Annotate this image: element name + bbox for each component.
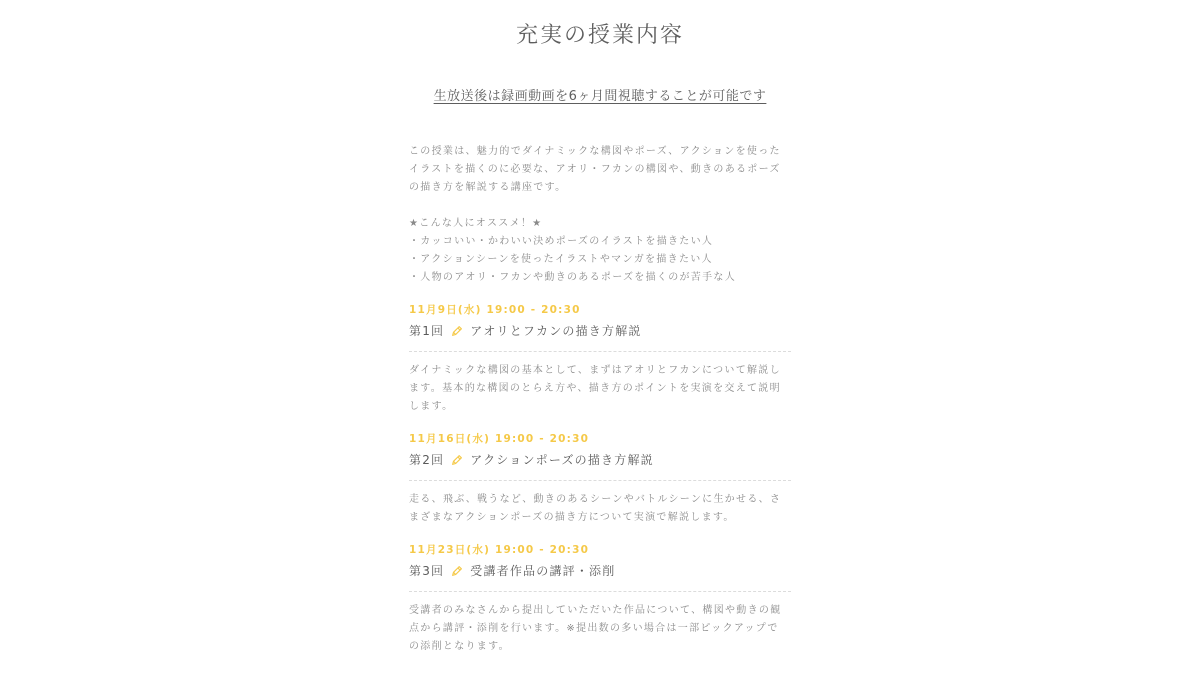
session-title bbox=[409, 323, 791, 339]
recommend-item: ・アクションシーンを使ったイラストやマンガを描きたい人 bbox=[409, 254, 713, 265]
description-line: 受講者のみなさんから提出していただいた作品について、構図や動きの観 bbox=[409, 605, 782, 616]
session-description bbox=[409, 491, 791, 527]
session-title-text: アオリとフカンの描き方解説 bbox=[470, 324, 642, 338]
recommend-list bbox=[409, 215, 791, 287]
recommend-item: ・人物のアオリ・フカンや動きのあるポーズを描くのが苦手な人 bbox=[409, 272, 736, 283]
recommend-item: ・カッコいい・かわいい決めポーズのイラストを描きたい人 bbox=[409, 236, 714, 247]
session-title bbox=[409, 563, 791, 579]
description-line: ます。基本的な構図のとらえ方や、描き方のポイントを実演を交えて説明 bbox=[409, 383, 781, 394]
divider bbox=[409, 351, 791, 352]
pencil-icon bbox=[450, 324, 464, 338]
description-line: 点から講評・添削を行います。※提出数の多い場合は一部ピックアップで bbox=[409, 623, 779, 634]
session-number: 第2回 bbox=[409, 453, 445, 467]
session-number: 第1回 bbox=[409, 324, 445, 338]
session-date: 11月23日(水) 19:00 - 20:30 bbox=[409, 544, 590, 556]
subtitle-link[interactable] bbox=[0, 87, 1200, 107]
description-line: まざまなアクションポーズの描き方について実演で解説します。 bbox=[409, 512, 735, 523]
session-date: 11月16日(水) 19:00 - 20:30 bbox=[409, 433, 590, 445]
intro-text bbox=[409, 143, 791, 197]
session-title-text: アクションポーズの描き方解説 bbox=[470, 453, 654, 467]
description-line: します。 bbox=[409, 401, 454, 412]
intro-line: の描き方を解説する講座です。 bbox=[409, 182, 567, 193]
description-line: の添削となります。 bbox=[409, 641, 510, 652]
divider bbox=[409, 591, 791, 592]
intro-line: この授業は、魅力的でダイナミックな構図やポーズ、アクションを使った bbox=[409, 146, 781, 157]
session-title-text: 受講者作品の講評・添削 bbox=[470, 564, 616, 578]
divider bbox=[409, 480, 791, 481]
page-title: 充実の授業内容 bbox=[515, 23, 684, 48]
course-content bbox=[409, 143, 791, 672]
description-line: 走る、飛ぶ、戦うなど、動きのあるシーンやバトルシーンに生かせる、さ bbox=[409, 494, 782, 505]
subtitle-link-text[interactable]: 生放送後は録画動画を6ヶ月間視聴することが可能です bbox=[433, 89, 767, 104]
session-1 bbox=[409, 303, 791, 416]
session-description bbox=[409, 602, 791, 656]
description-line: ダイナミックな構図の基本として、まずはアオリとフカンについて解説し bbox=[409, 365, 781, 376]
session-description bbox=[409, 362, 791, 416]
session-date: 11月9日(水) 19:00 - 20:30 bbox=[409, 304, 581, 316]
pencil-icon bbox=[450, 564, 464, 578]
session-2 bbox=[409, 432, 791, 527]
session-3 bbox=[409, 543, 791, 656]
session-title bbox=[409, 452, 791, 468]
intro-line: イラストを描くのに必要な、アオリ・フカンの構図や、動きのあるポーズ bbox=[409, 164, 781, 175]
recommend-heading: ★こんな人にオススメ！★ bbox=[409, 218, 543, 229]
pencil-icon bbox=[450, 453, 464, 467]
session-number: 第3回 bbox=[409, 564, 445, 578]
